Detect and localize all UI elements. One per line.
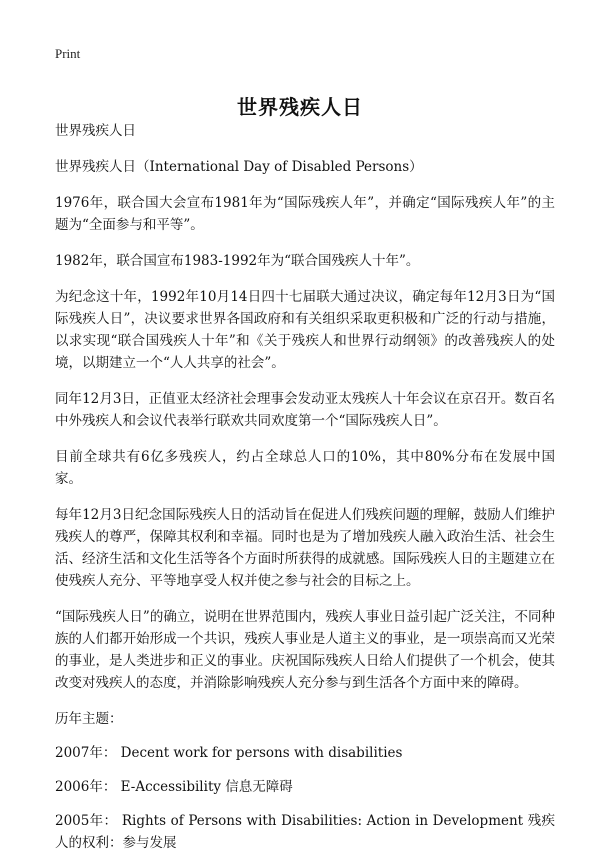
paragraph-1976: 1976年，联合国大会宣布1981年为“国际残疾人年”，并确定“国际残疾人年”的主题为“全面参与和平等”。 <box>55 195 555 233</box>
themes-heading: 历年主题： <box>55 711 123 727</box>
page-title: 世界残疾人日 <box>237 95 363 120</box>
paragraph-1982: 1982年，联合国宣布1983-1992年为“联合国残疾人十年”。 <box>55 253 420 269</box>
paragraph-first-day: 同年12月3日，正值亚太经济社会理事会发动亚太残疾人十年会议在京召开。数百名中外残疾人和会议代表举行联欢共同欢度第一个“国际残疾人日”。 <box>55 391 555 429</box>
paragraph-statistics: 目前全球共有6亿多残疾人，约占全球总人口的10%，其中80%分布在发展中国家。 <box>55 449 555 487</box>
paragraph-resolution: 为纪念这十年，1992年10月14日四十七届联大通过决议，确定每年12月3日为“国际残疾人日”，决议要求世界各国政府和有关组织采取更积极和广泛的行动与措施，以求实现“联合国残疾人十年”和《关于残疾人和世界行动纲领》的改善残疾人的处境，以期建立一个“人人共享的社会”。 <box>55 289 555 371</box>
theme-2005: 2005年： Rights of Persons with Disabilities: Action in Development 残疾人的权利：参与发展 <box>55 813 555 851</box>
theme-2006: 2006年： E-Accessibility 信息无障碍 <box>55 779 293 795</box>
paragraph-significance: “国际残疾人日”的确立，说明在世界范围内，残疾人事业日益引起广泛关注，不同种族的人们都开始形成一个共识，残疾人事业是人道主义的事业，是一项崇高而又光荣的事业，是人类进步和正义的事业。庆祝国际残疾人日给人们提供了一个机会，使其改变对残疾人的态度，并消除影响残疾人充分参与到生活各个方面中来的障碍。 <box>55 609 555 691</box>
print-link[interactable]: Print <box>55 46 81 61</box>
paragraph-english-name: 世界残疾人日（International Day of Disabled Persons） <box>55 159 423 175</box>
paragraph-heading: 世界残疾人日 <box>55 123 136 139</box>
paragraph-purpose: 每年12月3日纪念国际残疾人日的活动旨在促进人们残疾问题的理解，鼓励人们维护残疾人的尊严，保障其权利和幸福。同时也是为了增加残疾人融入政治生活、社会生活、经济生活和文化生活等各个方面时所获得的成就感。国际残疾人日的主题建立在使残疾人充分、平等地享受人权并使之参与社会的目标之上。 <box>55 507 555 589</box>
article-body <box>55 120 555 866</box>
theme-2007: 2007年： Decent work for persons with disabilities <box>55 745 403 761</box>
